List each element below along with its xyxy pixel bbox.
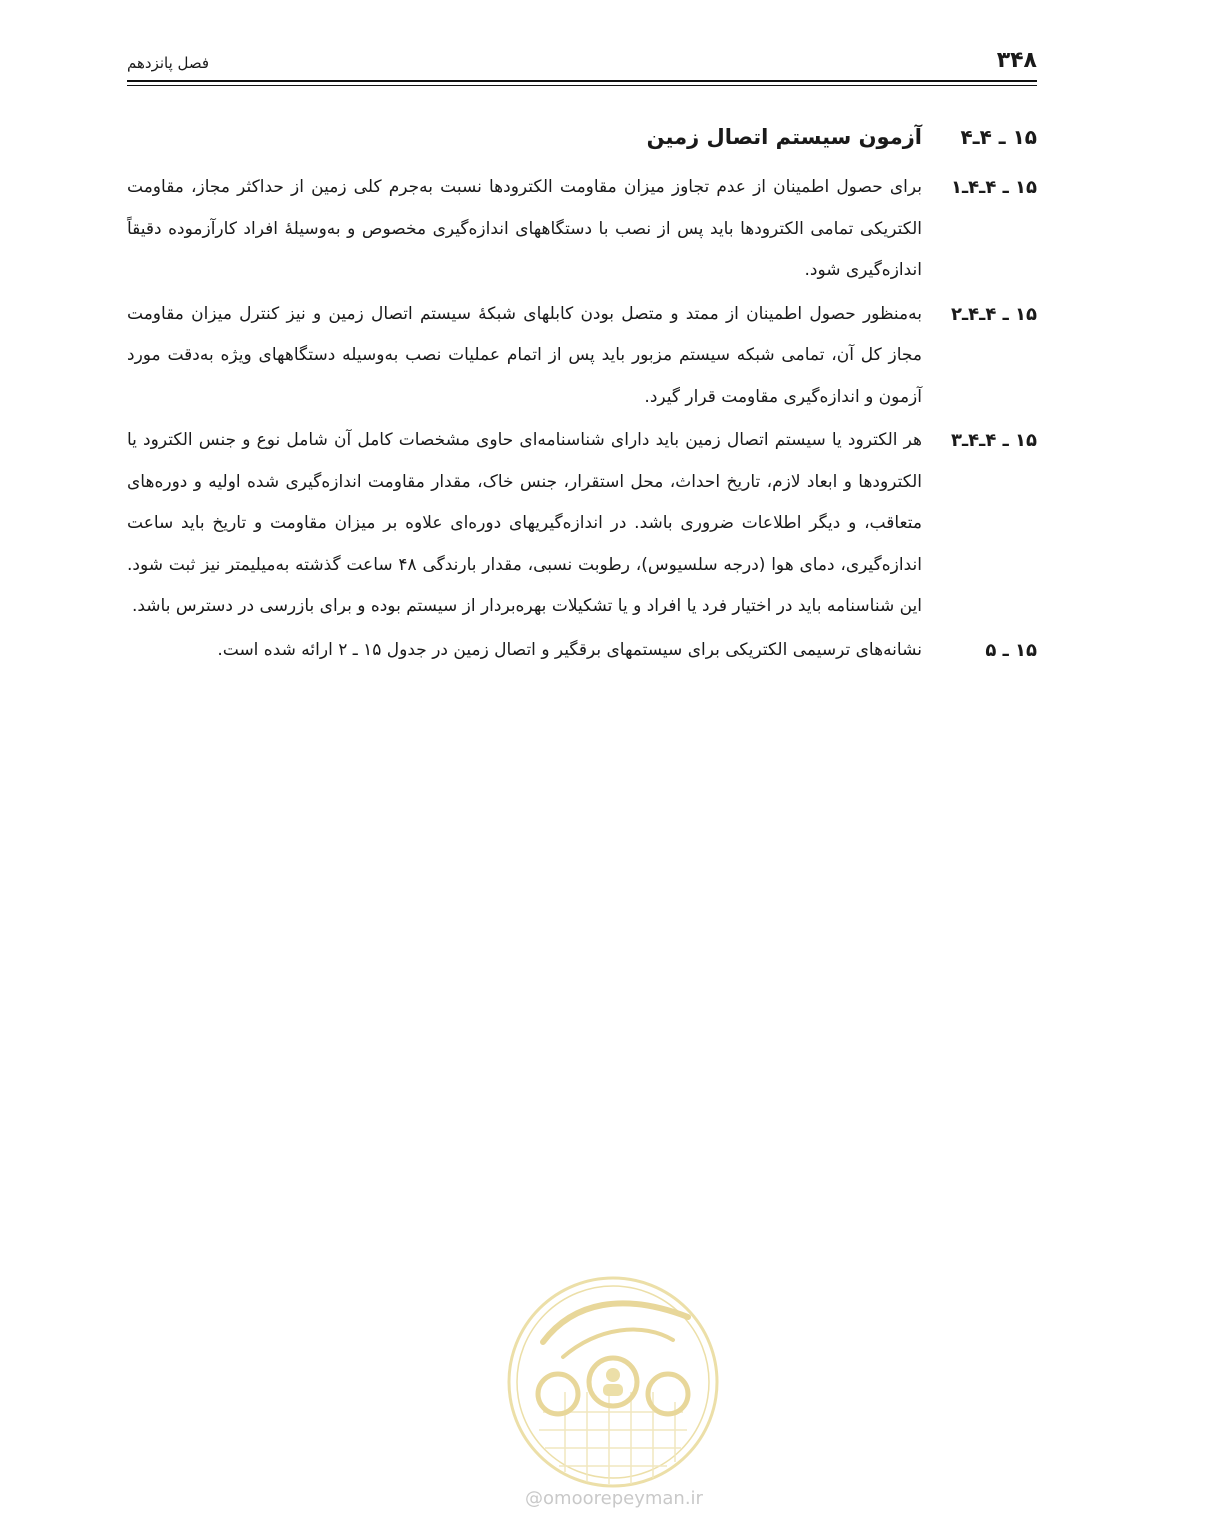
watermark-url: @omoorepeyman.ir bbox=[525, 1488, 703, 1509]
clause bbox=[127, 420, 1037, 628]
page-number: ۳۴۸ bbox=[996, 48, 1037, 73]
clause-number: ۱۵ ـ ۴ـ۴ـ۳ bbox=[951, 430, 1037, 451]
page-content bbox=[127, 125, 1037, 673]
page-header bbox=[127, 46, 1037, 76]
section-title: آزمون سیستم اتصال زمین bbox=[646, 125, 922, 149]
header-rule-thin bbox=[127, 85, 1037, 86]
section-number: ۱۵ ـ ۴ـ۴ bbox=[960, 125, 1037, 149]
clause-text: به‌منظور حصول اطمینان از ممتد و متصل بودن کابلهای شبکهٔ سیستم اتصال زمین و نیز کنترل میزان مقاومت مجاز کل آن، تمامی شبکه سیستم مزبور باید پس از اتمام عملیات نصب به‌وسیله دستگاههای ویژه به‌دقت مورد آزمون و اندازه‌گیری مقاومت قرار گیرد. bbox=[127, 303, 922, 407]
section-heading bbox=[127, 125, 1037, 149]
chapter-title: فصل پانزدهم bbox=[127, 54, 210, 72]
header-rule-thick bbox=[127, 80, 1037, 82]
clause-number: ۱۵ ـ ۴ـ۴ـ۲ bbox=[951, 303, 1037, 325]
clause-number: ۱۵ ـ ۵ bbox=[985, 639, 1037, 661]
clause bbox=[127, 630, 1037, 672]
clause-number: ۱۵ ـ ۴ـ۴ـ۱ bbox=[951, 177, 1037, 198]
clause bbox=[127, 294, 1037, 419]
clause-text: هر الکترود یا سیستم اتصال زمین باید دارای شناسنامه‌ای حاوی مشخصات کامل آن شامل نوع و جنس الکترود یا الکترودها و ابعاد لازم، تاریخ احداث، محل استقرار، جنس خاک، مقدار مقاومت اندازه‌گیری شده اولیه و دوره‌های متعاقب، و دیگر اطلاعات ضروری باشد. در اندازه‌گیریهای دوره‌ای علاوه بر میزان مقاومت و تاریخ باید ساعت اندازه‌گیری، دمای هوا (درجه سلسیوس)، رطوبت نسبی، مقدار بارندگی ۴۸ ساعت گذشته به‌میلیمتر نیز ثبت شود. این شناسنامه باید در اختیار فرد یا افراد و یا تشکیلات بهره‌بردار از سیستم بوده و برای بازرسی در دسترس باشد. bbox=[127, 430, 922, 616]
clause bbox=[127, 167, 1037, 292]
watermark-logo-icon bbox=[503, 1272, 723, 1492]
clause-text: نشانه‌های ترسیمی الکتریکی برای سیستمهای برقگیر و اتصال زمین در جدول ۱۵ ـ ۲ ارائه شده است. bbox=[217, 639, 922, 660]
clause-text: برای حصول اطمینان از عدم تجاوز میزان مقاومت الکترودها نسبت به‌جرم کلی زمین از حداکثر مجاز، مقاومت الکتریکی تمامی الکترودها باید پس از نصب با دستگاههای اندازه‌گیری مخصوص و به‌وسیلهٔ افراد کارآزموده دقیقاً اندازه‌گیری شود. bbox=[127, 177, 922, 280]
